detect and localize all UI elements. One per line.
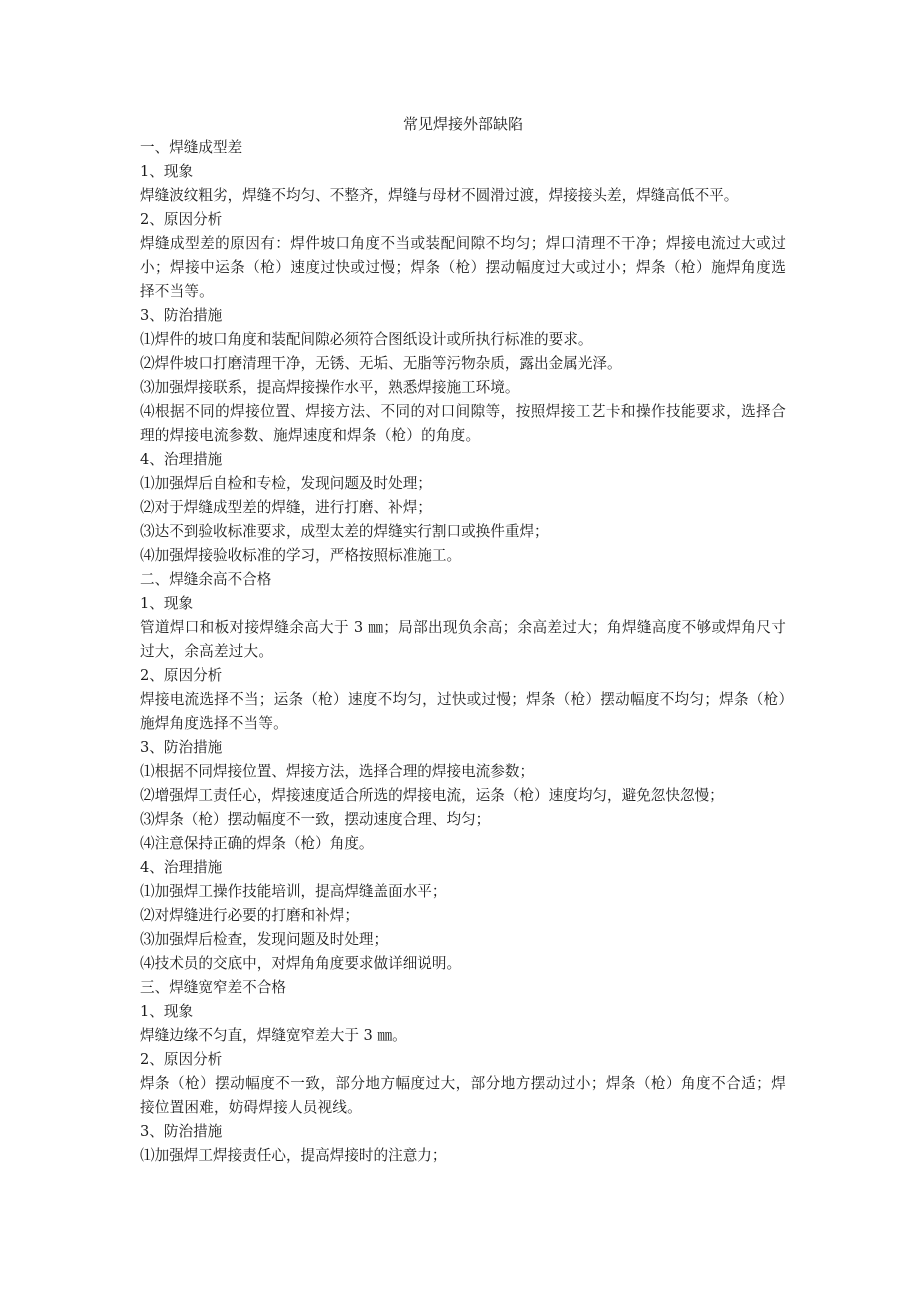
list-item: ⑷加强焊接验收标准的学习，严格按照标准施工。 xyxy=(140,547,462,564)
paragraph: 焊缝成型差的原因有：焊件坡口角度不当或装配间隙不均匀；焊口清理不干净；焊接电流过大或过小；焊接中运条（枪）速度过快或过慢；焊条（枪）摆动幅度过大或过小；焊条（枪）施焊角度选择不当等。 xyxy=(140,235,786,300)
list-item: ⑷技术员的交底中，对焊角角度要求做详细说明。 xyxy=(140,955,462,972)
paragraph: 焊缝边缘不匀直，焊缝宽窄差大于 3 ㎜。 xyxy=(140,1027,407,1044)
list-item: ⑶加强焊接联系，提高焊接操作水平，熟悉焊接施工环境。 xyxy=(140,379,520,396)
section-heading-2: 二、焊缝余高不合格 xyxy=(140,571,272,588)
list-item: ⑵焊件坡口打磨清理干净，无锈、无垢、无脂等污物杂质，露出金属光泽。 xyxy=(140,355,622,372)
list-item: ⑶焊条（枪）摆动幅度不一致，摆动速度合理、均匀； xyxy=(140,811,491,828)
list-item: ⑷注意保持正确的焊条（枪）角度。 xyxy=(140,835,374,852)
subheading-phenomenon: 1、现象 xyxy=(140,163,194,180)
subheading-prevention: 3、防治措施 xyxy=(140,307,223,324)
list-item: ⑶加强焊后检查，发现问题及时处理； xyxy=(140,931,389,948)
list-item: ⑴加强焊工操作技能培训，提高焊缝盖面水平； xyxy=(140,883,447,900)
subheading-remediation: 4、治理措施 xyxy=(140,451,223,468)
list-item: ⑴加强焊后自检和专检，发现问题及时处理； xyxy=(140,475,432,492)
subheading-cause-analysis: 2、原因分析 xyxy=(140,667,223,684)
section-heading-1: 一、焊缝成型差 xyxy=(140,139,243,156)
subheading-prevention: 3、防治措施 xyxy=(140,739,223,756)
section-heading-3: 三、焊缝宽窄差不合格 xyxy=(140,979,286,996)
subheading-phenomenon: 1、现象 xyxy=(140,1003,194,1020)
document-page xyxy=(140,112,786,1168)
paragraph: 焊条（枪）摆动幅度不一致，部分地方幅度过大，部分地方摆动过小；焊条（枪）角度不合适；焊接位置困难，妨碍焊接人员视线。 xyxy=(140,1075,786,1116)
list-item: ⑴焊件的坡口角度和装配间隙必须符合图纸设计或所执行标准的要求。 xyxy=(140,331,593,348)
list-item: ⑴根据不同焊接位置、焊接方法，选择合理的焊接电流参数； xyxy=(140,763,535,780)
list-item: ⑵增强焊工责任心，焊接速度适合所选的焊接电流，运条（枪）速度均匀，避免忽快忽慢； xyxy=(140,787,724,804)
list-item: ⑶达不到验收标准要求，成型太差的焊缝实行割口或换件重焊； xyxy=(140,523,549,540)
subheading-phenomenon: 1、现象 xyxy=(140,595,194,612)
paragraph: 焊接电流选择不当；运条（枪）速度不均匀，过快或过慢；焊条（枪）摆动幅度不均匀；焊条（枪）施焊角度选择不当等。 xyxy=(140,691,786,732)
subheading-cause-analysis: 2、原因分析 xyxy=(140,211,223,228)
list-item: ⑴加强焊工焊接责任心，提高焊接时的注意力； xyxy=(140,1147,447,1164)
list-item: ⑵对于焊缝成型差的焊缝，进行打磨、补焊； xyxy=(140,499,432,516)
paragraph: 管道焊口和板对接焊缝余高大于 3 ㎜；局部出现负余高；余高差过大；角焊缝高度不够或焊角尺寸过大，余高差过大。 xyxy=(140,619,786,660)
list-item: ⑵对焊缝进行必要的打磨和补焊； xyxy=(140,907,359,924)
subheading-prevention: 3、防治措施 xyxy=(140,1123,223,1140)
paragraph: 焊缝波纹粗劣，焊缝不均匀、不整齐，焊缝与母材不圆滑过渡，焊接接头差，焊缝高低不平。 xyxy=(140,187,739,204)
subheading-cause-analysis: 2、原因分析 xyxy=(140,1051,223,1068)
subheading-remediation: 4、治理措施 xyxy=(140,859,223,876)
list-item: ⑷根据不同的焊接位置、焊接方法、不同的对口间隙等，按照焊接工艺卡和操作技能要求，选择合理的焊接电流参数、施焊速度和焊条（枪）的角度。 xyxy=(140,403,786,444)
document-title: 常见焊接外部缺陷 xyxy=(402,115,523,133)
